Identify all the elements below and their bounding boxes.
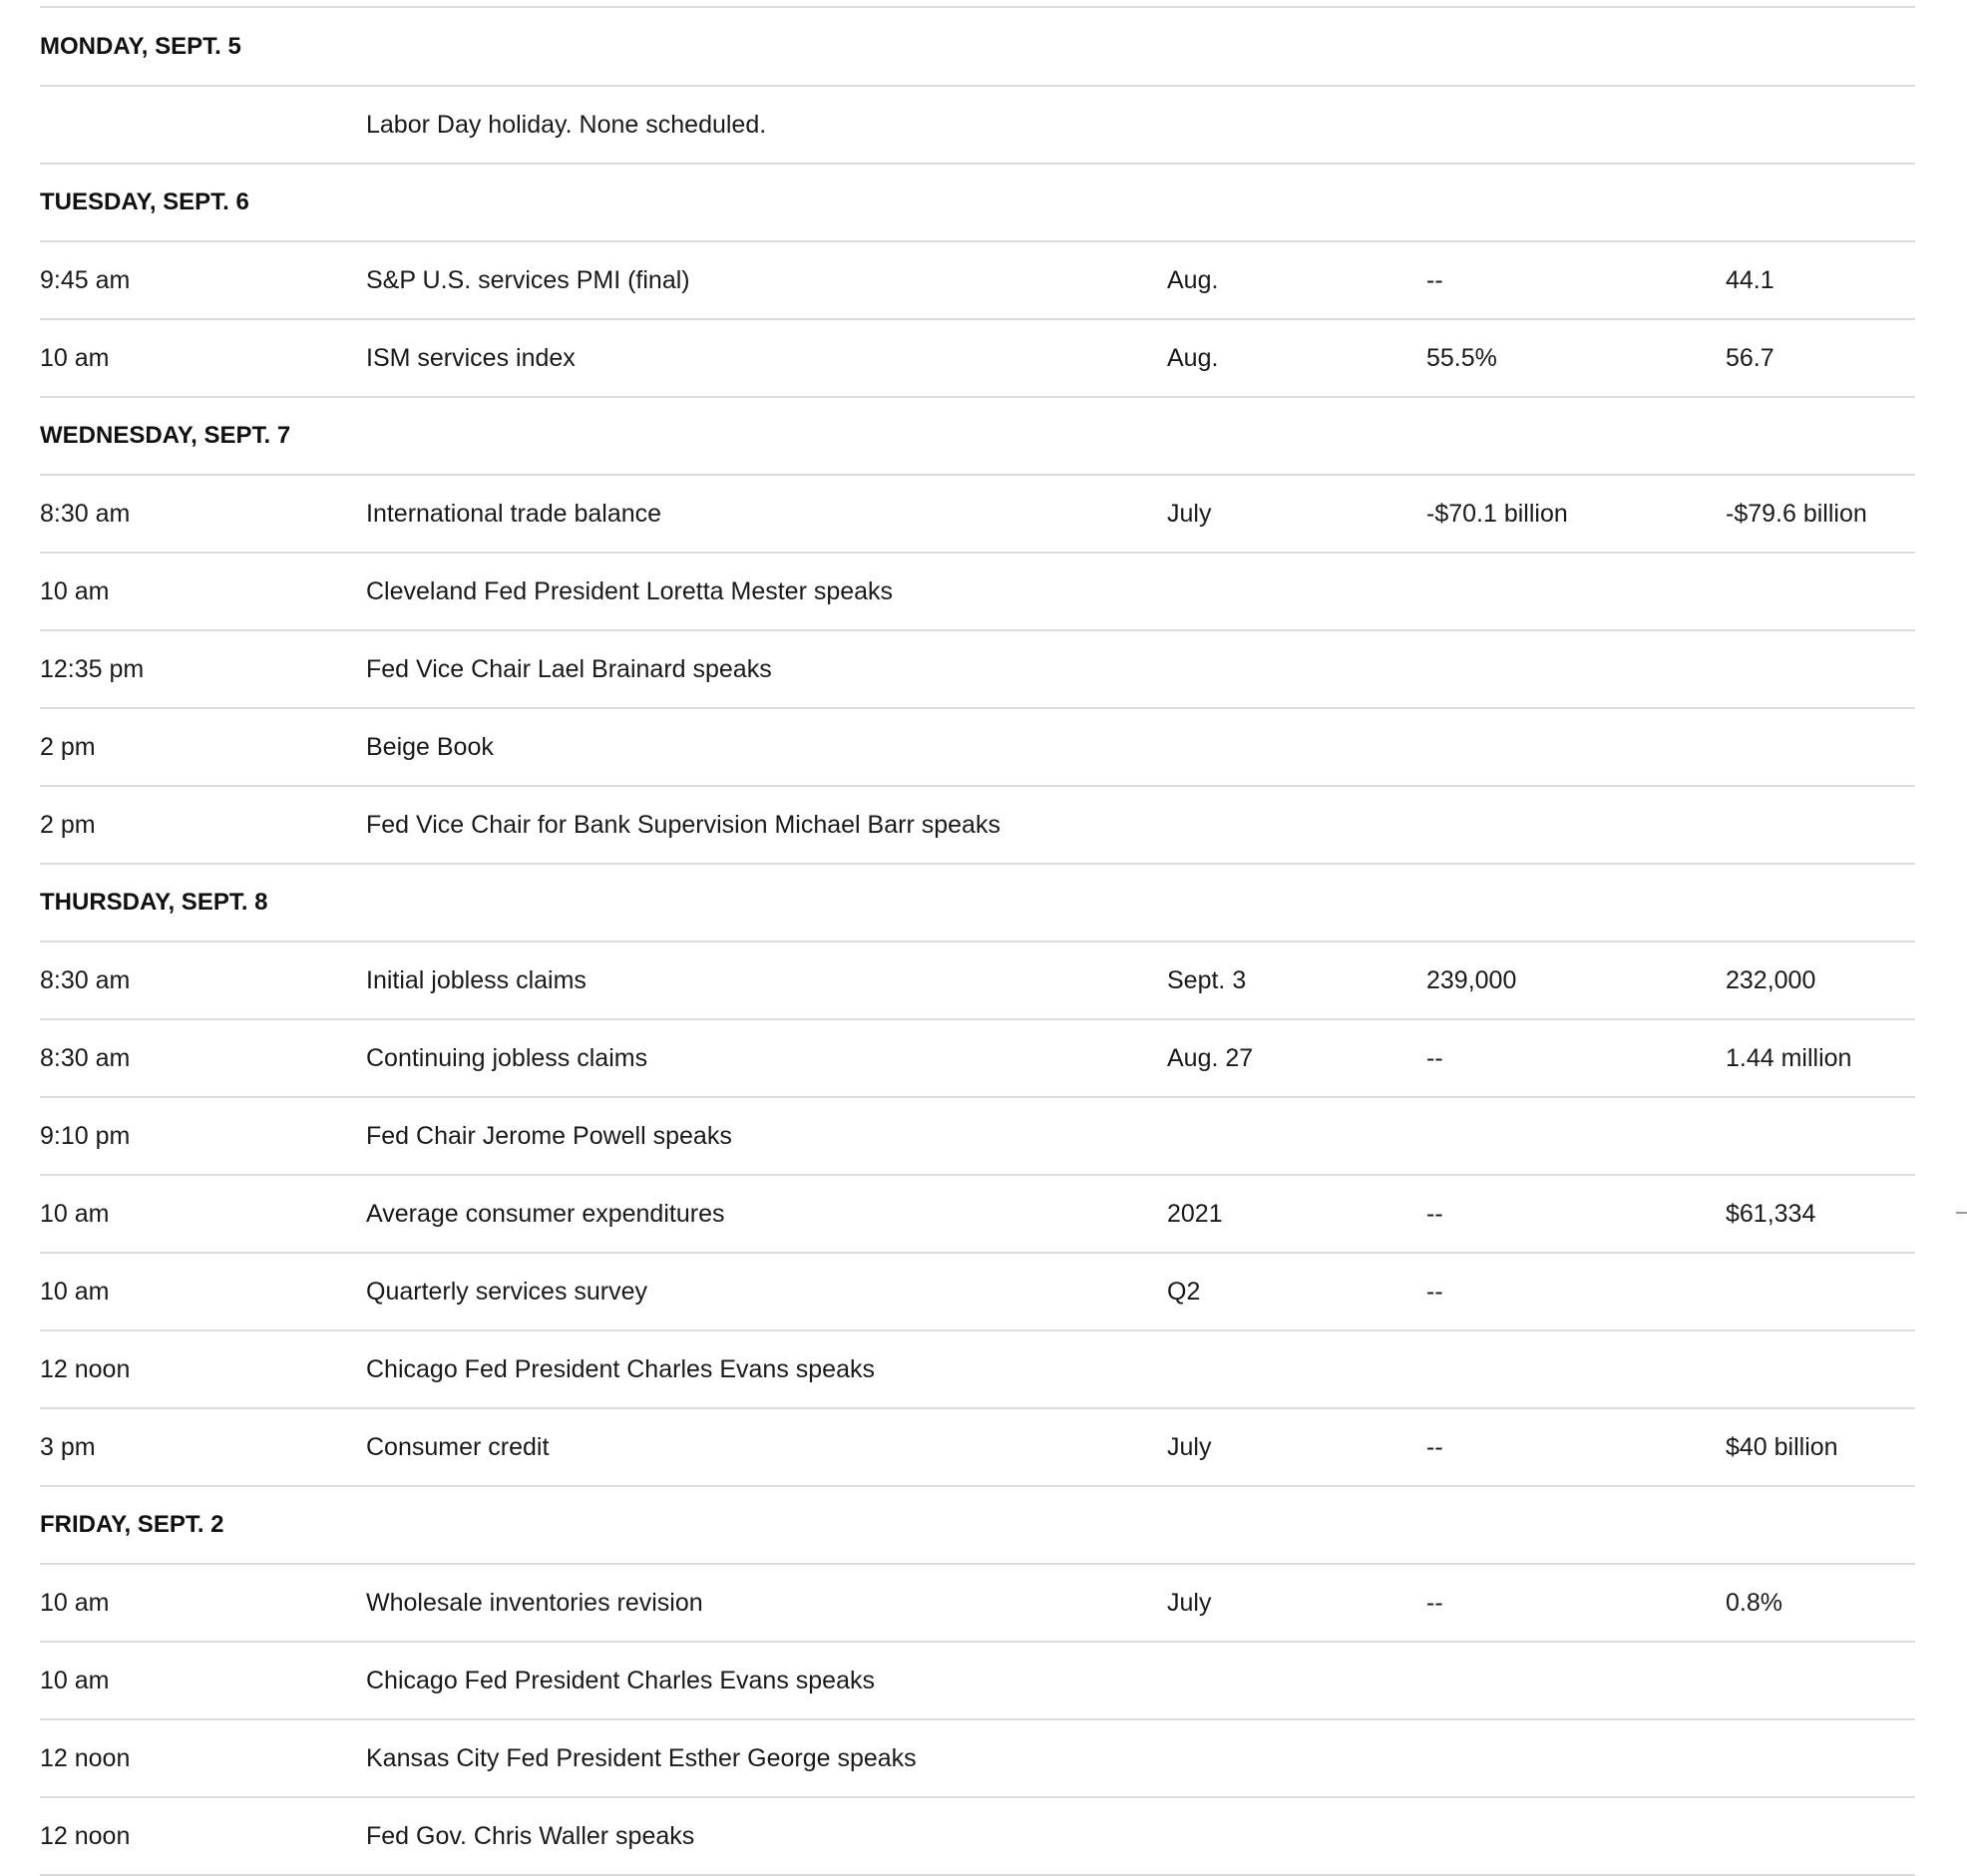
period-cell: Aug.: [1167, 241, 1426, 319]
time-cell: [40, 86, 366, 164]
previous-cell: 1.44 million: [1726, 1019, 1915, 1097]
previous-cell: [1726, 1253, 1915, 1330]
event-cell: Quarterly services survey: [366, 1253, 1167, 1330]
period-cell: [1167, 1642, 1426, 1719]
period-cell: July: [1167, 1408, 1426, 1486]
day-label: WEDNESDAY, SEPT. 7: [40, 397, 1915, 475]
event-cell: S&P U.S. services PMI (final): [366, 241, 1167, 319]
time-cell: 12 noon: [40, 1797, 366, 1875]
time-cell: 2 pm: [40, 786, 366, 864]
table-row: [40, 1564, 1915, 1642]
day-header-row: [40, 8, 1915, 86]
table-row: [40, 553, 1915, 630]
event-cell: Initial jobless claims: [366, 941, 1167, 1019]
event-cell: Kansas City Fed President Esther George speaks: [366, 1719, 1167, 1797]
event-cell: International trade balance: [366, 475, 1167, 553]
event-cell: Consumer credit: [366, 1408, 1167, 1486]
period-cell: [1167, 1797, 1426, 1875]
table-row: [40, 1175, 1915, 1253]
day-label: MONDAY, SEPT. 5: [40, 8, 1915, 86]
forecast-cell: [1426, 553, 1726, 630]
forecast-cell: -$70.1 billion: [1426, 475, 1726, 553]
time-cell: 2 pm: [40, 708, 366, 786]
day-header-row: [40, 397, 1915, 475]
forecast-cell: --: [1426, 1408, 1726, 1486]
table-row: [40, 86, 1915, 164]
previous-cell: 44.1: [1726, 241, 1915, 319]
period-cell: [1167, 708, 1426, 786]
day-label: FRIDAY, SEPT. 2: [40, 1486, 1915, 1564]
day-header-row: [40, 1486, 1915, 1564]
event-cell: Continuing jobless claims: [366, 1019, 1167, 1097]
event-cell: Cleveland Fed President Loretta Mester speaks: [366, 553, 1167, 630]
time-cell: 12:35 pm: [40, 630, 366, 708]
time-cell: 10 am: [40, 319, 366, 397]
time-cell: 8:30 am: [40, 1019, 366, 1097]
previous-cell: [1726, 1097, 1915, 1175]
period-cell: 2021: [1167, 1175, 1426, 1253]
time-cell: 10 am: [40, 1564, 366, 1642]
previous-cell: [1726, 86, 1915, 164]
table-row: [40, 708, 1915, 786]
time-cell: 8:30 am: [40, 475, 366, 553]
previous-cell: [1726, 553, 1915, 630]
time-cell: 10 am: [40, 1253, 366, 1330]
forecast-cell: [1426, 86, 1726, 164]
table-row: [40, 1253, 1915, 1330]
period-cell: [1167, 1330, 1426, 1408]
forecast-cell: 55.5%: [1426, 319, 1726, 397]
previous-cell: 0.8%: [1726, 1564, 1915, 1642]
previous-cell: 232,000: [1726, 941, 1915, 1019]
forecast-cell: --: [1426, 241, 1726, 319]
forecast-cell: [1426, 1797, 1726, 1875]
table-row: [40, 475, 1915, 553]
event-cell: Wholesale inventories revision: [366, 1564, 1167, 1642]
forecast-cell: [1426, 1719, 1726, 1797]
table-row: [40, 241, 1915, 319]
day-header-row: [40, 164, 1915, 241]
table-row: [40, 786, 1915, 864]
time-cell: 8:30 am: [40, 941, 366, 1019]
time-cell: 10 am: [40, 1642, 366, 1719]
previous-cell: $61,334: [1726, 1175, 1915, 1253]
previous-cell: [1726, 1330, 1915, 1408]
edge-tick-mark: [1956, 1212, 1967, 1214]
event-cell: Fed Gov. Chris Waller speaks: [366, 1797, 1167, 1875]
forecast-cell: [1426, 1097, 1726, 1175]
time-cell: 12 noon: [40, 1330, 366, 1408]
previous-cell: [1726, 1797, 1915, 1875]
previous-cell: [1726, 786, 1915, 864]
period-cell: [1167, 86, 1426, 164]
day-header-row: [40, 864, 1915, 941]
forecast-cell: [1426, 786, 1726, 864]
table-row: [40, 319, 1915, 397]
period-cell: [1167, 1719, 1426, 1797]
table-row: [40, 1330, 1915, 1408]
time-cell: 9:45 am: [40, 241, 366, 319]
period-cell: [1167, 630, 1426, 708]
forecast-cell: --: [1426, 1019, 1726, 1097]
event-cell: Labor Day holiday. None scheduled.: [366, 86, 1167, 164]
period-cell: Aug. 27: [1167, 1019, 1426, 1097]
event-cell: Chicago Fed President Charles Evans speaks: [366, 1330, 1167, 1408]
previous-cell: $40 billion: [1726, 1408, 1915, 1486]
day-label: TUESDAY, SEPT. 6: [40, 164, 1915, 241]
previous-cell: [1726, 708, 1915, 786]
event-cell: Beige Book: [366, 708, 1167, 786]
time-cell: 12 noon: [40, 1719, 366, 1797]
forecast-cell: [1426, 1642, 1726, 1719]
time-cell: 10 am: [40, 553, 366, 630]
event-cell: ISM services index: [366, 319, 1167, 397]
table-row: [40, 941, 1915, 1019]
table-row: [40, 1408, 1915, 1486]
previous-cell: 56.7: [1726, 319, 1915, 397]
table-row: [40, 630, 1915, 708]
previous-cell: -$79.6 billion: [1726, 475, 1915, 553]
event-cell: Chicago Fed President Charles Evans speaks: [366, 1642, 1167, 1719]
previous-cell: [1726, 630, 1915, 708]
forecast-cell: 239,000: [1426, 941, 1726, 1019]
event-cell: Fed Vice Chair Lael Brainard speaks: [366, 630, 1167, 708]
table-row: [40, 1642, 1915, 1719]
period-cell: July: [1167, 1564, 1426, 1642]
day-label: THURSDAY, SEPT. 8: [40, 864, 1915, 941]
period-cell: [1167, 1097, 1426, 1175]
previous-cell: [1726, 1719, 1915, 1797]
previous-cell: [1726, 1642, 1915, 1719]
table-row: [40, 1019, 1915, 1097]
event-cell: Fed Vice Chair for Bank Supervision Michael Barr speaks: [366, 786, 1167, 864]
event-cell: Fed Chair Jerome Powell speaks: [366, 1097, 1167, 1175]
time-cell: 9:10 pm: [40, 1097, 366, 1175]
table-row: [40, 1797, 1915, 1875]
time-cell: 10 am: [40, 1175, 366, 1253]
time-cell: 3 pm: [40, 1408, 366, 1486]
period-cell: July: [1167, 475, 1426, 553]
table-row: [40, 1719, 1915, 1797]
forecast-cell: --: [1426, 1175, 1726, 1253]
period-cell: [1167, 786, 1426, 864]
economic-calendar-table: [40, 8, 1915, 1876]
forecast-cell: --: [1426, 1564, 1726, 1642]
forecast-cell: [1426, 708, 1726, 786]
period-cell: Sept. 3: [1167, 941, 1426, 1019]
table-row: [40, 1097, 1915, 1175]
period-cell: Aug.: [1167, 319, 1426, 397]
calendar-body: [40, 8, 1915, 1875]
period-cell: Q2: [1167, 1253, 1426, 1330]
forecast-cell: --: [1426, 1253, 1726, 1330]
forecast-cell: [1426, 630, 1726, 708]
forecast-cell: [1426, 1330, 1726, 1408]
period-cell: [1167, 553, 1426, 630]
event-cell: Average consumer expenditures: [366, 1175, 1167, 1253]
